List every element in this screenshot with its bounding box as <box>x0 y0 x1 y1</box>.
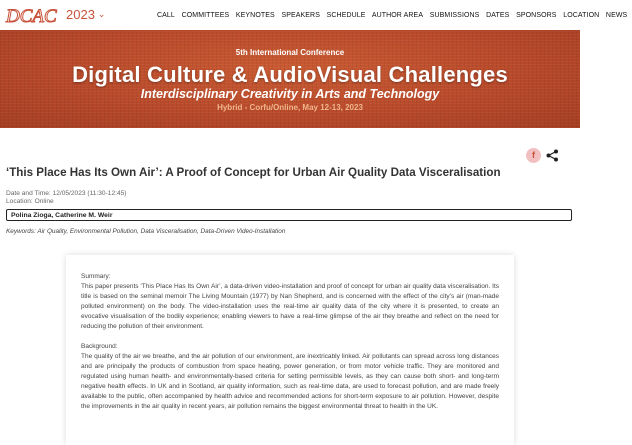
top-navigation <box>0 0 628 30</box>
nav-news[interactable]: NEWS <box>605 12 628 19</box>
nav-call[interactable]: CALL <box>157 12 175 19</box>
nav-submissions[interactable]: SUBMISSIONS <box>429 12 480 19</box>
facebook-icon[interactable]: f <box>526 148 541 163</box>
year-label: 2023 <box>66 7 95 22</box>
nav-keynotes[interactable]: KEYNOTES <box>235 12 275 19</box>
banner-subtitle: 5th International Conference <box>235 48 345 57</box>
article-title: ‘This Place Has Its Own Air’: A Proof of Concept for Urban Air Quality Data Visceralisation <box>6 166 501 179</box>
article-meta <box>6 190 126 206</box>
nav-author-area[interactable]: AUTHOR AREA <box>371 12 424 19</box>
nav-committees[interactable]: COMMITTEES <box>181 12 230 19</box>
banner-title: Digital Culture & AudioVisual Challenges <box>72 62 508 87</box>
article-keywords: Keywords: Air Quality, Environmental Pollution, Data Visceralisation, Data-Driven Video-Installation <box>6 228 286 235</box>
background-text: The quality of the air we breathe, and the air pollution of our environment, are inextricably linked. Air pollutants can spread across long distances and are principally the products of combustion from space heating, power generation, or from motor vehicle traffic. They are monitored and regulated using human health- and environmentally-based criteria for setting permissible levels, as they can cause both short- and long-term negative health effects. In UK and in Scotland, air quality information, such as real-time data, are used to forecast pollution, and are made freely available to the public, often accompanied by health advice and recommended actions for short-term exposure to air pollution. However, despite the improvements in the air quality in recent years, air pollution remains the biggest environmental threat to health in the UK. <box>81 353 499 410</box>
banner-tagline: Interdisciplinary Creativity in Arts and Technology <box>140 87 440 101</box>
banner-date: Hybrid - Corfu/Online, May 12-13, 2023 <box>217 103 363 112</box>
conference-banner <box>0 30 580 128</box>
year-selector[interactable] <box>66 7 105 22</box>
article-authors: Polina Zioga, Catherine M. Weir <box>6 209 572 221</box>
dcac-logo[interactable] <box>6 6 64 26</box>
summary-text: This paper presents ‘This Place Has Its Own Air’, a data-driven video-installation and proof of concept for urban air quality data visceralisation. Its title is based on the seminal memoir The Living Mountain (1977) by Nan Shepherd, and is concerned with the effect of the city’s air (man-made polluted environment) on the body. The video-installation uses the real-time air quality data of the city where it is presented, to create an evocative visualisation of the bodily experience; enabling viewers to have a real-time glimpse of the air they breathe and reflect on the need for reducing the pollution of their environment. <box>81 283 499 330</box>
nav-speakers[interactable]: SPEAKERS <box>281 12 320 19</box>
main-menu <box>157 12 632 19</box>
nav-dates[interactable]: DATES <box>486 12 510 19</box>
share-icon[interactable] <box>546 149 559 162</box>
nav-sponsors[interactable]: SPONSORS <box>516 12 557 19</box>
share-bar <box>526 148 566 164</box>
article-datetime: Date and Time: 12/05/2023 (11:30-12:45) <box>6 190 127 197</box>
logo-icon <box>6 6 64 26</box>
summary-heading: Summary: <box>81 273 111 280</box>
article-location: Location: Online <box>6 198 54 205</box>
nav-location[interactable]: LOCATION <box>563 12 600 19</box>
chevron-down-icon: ⌄ <box>97 9 106 19</box>
background-heading: Background: <box>81 343 118 350</box>
svg-text:DCAC: DCAC <box>6 6 57 27</box>
abstract-card <box>66 255 514 445</box>
nav-schedule[interactable]: SCHEDULE <box>326 12 366 19</box>
